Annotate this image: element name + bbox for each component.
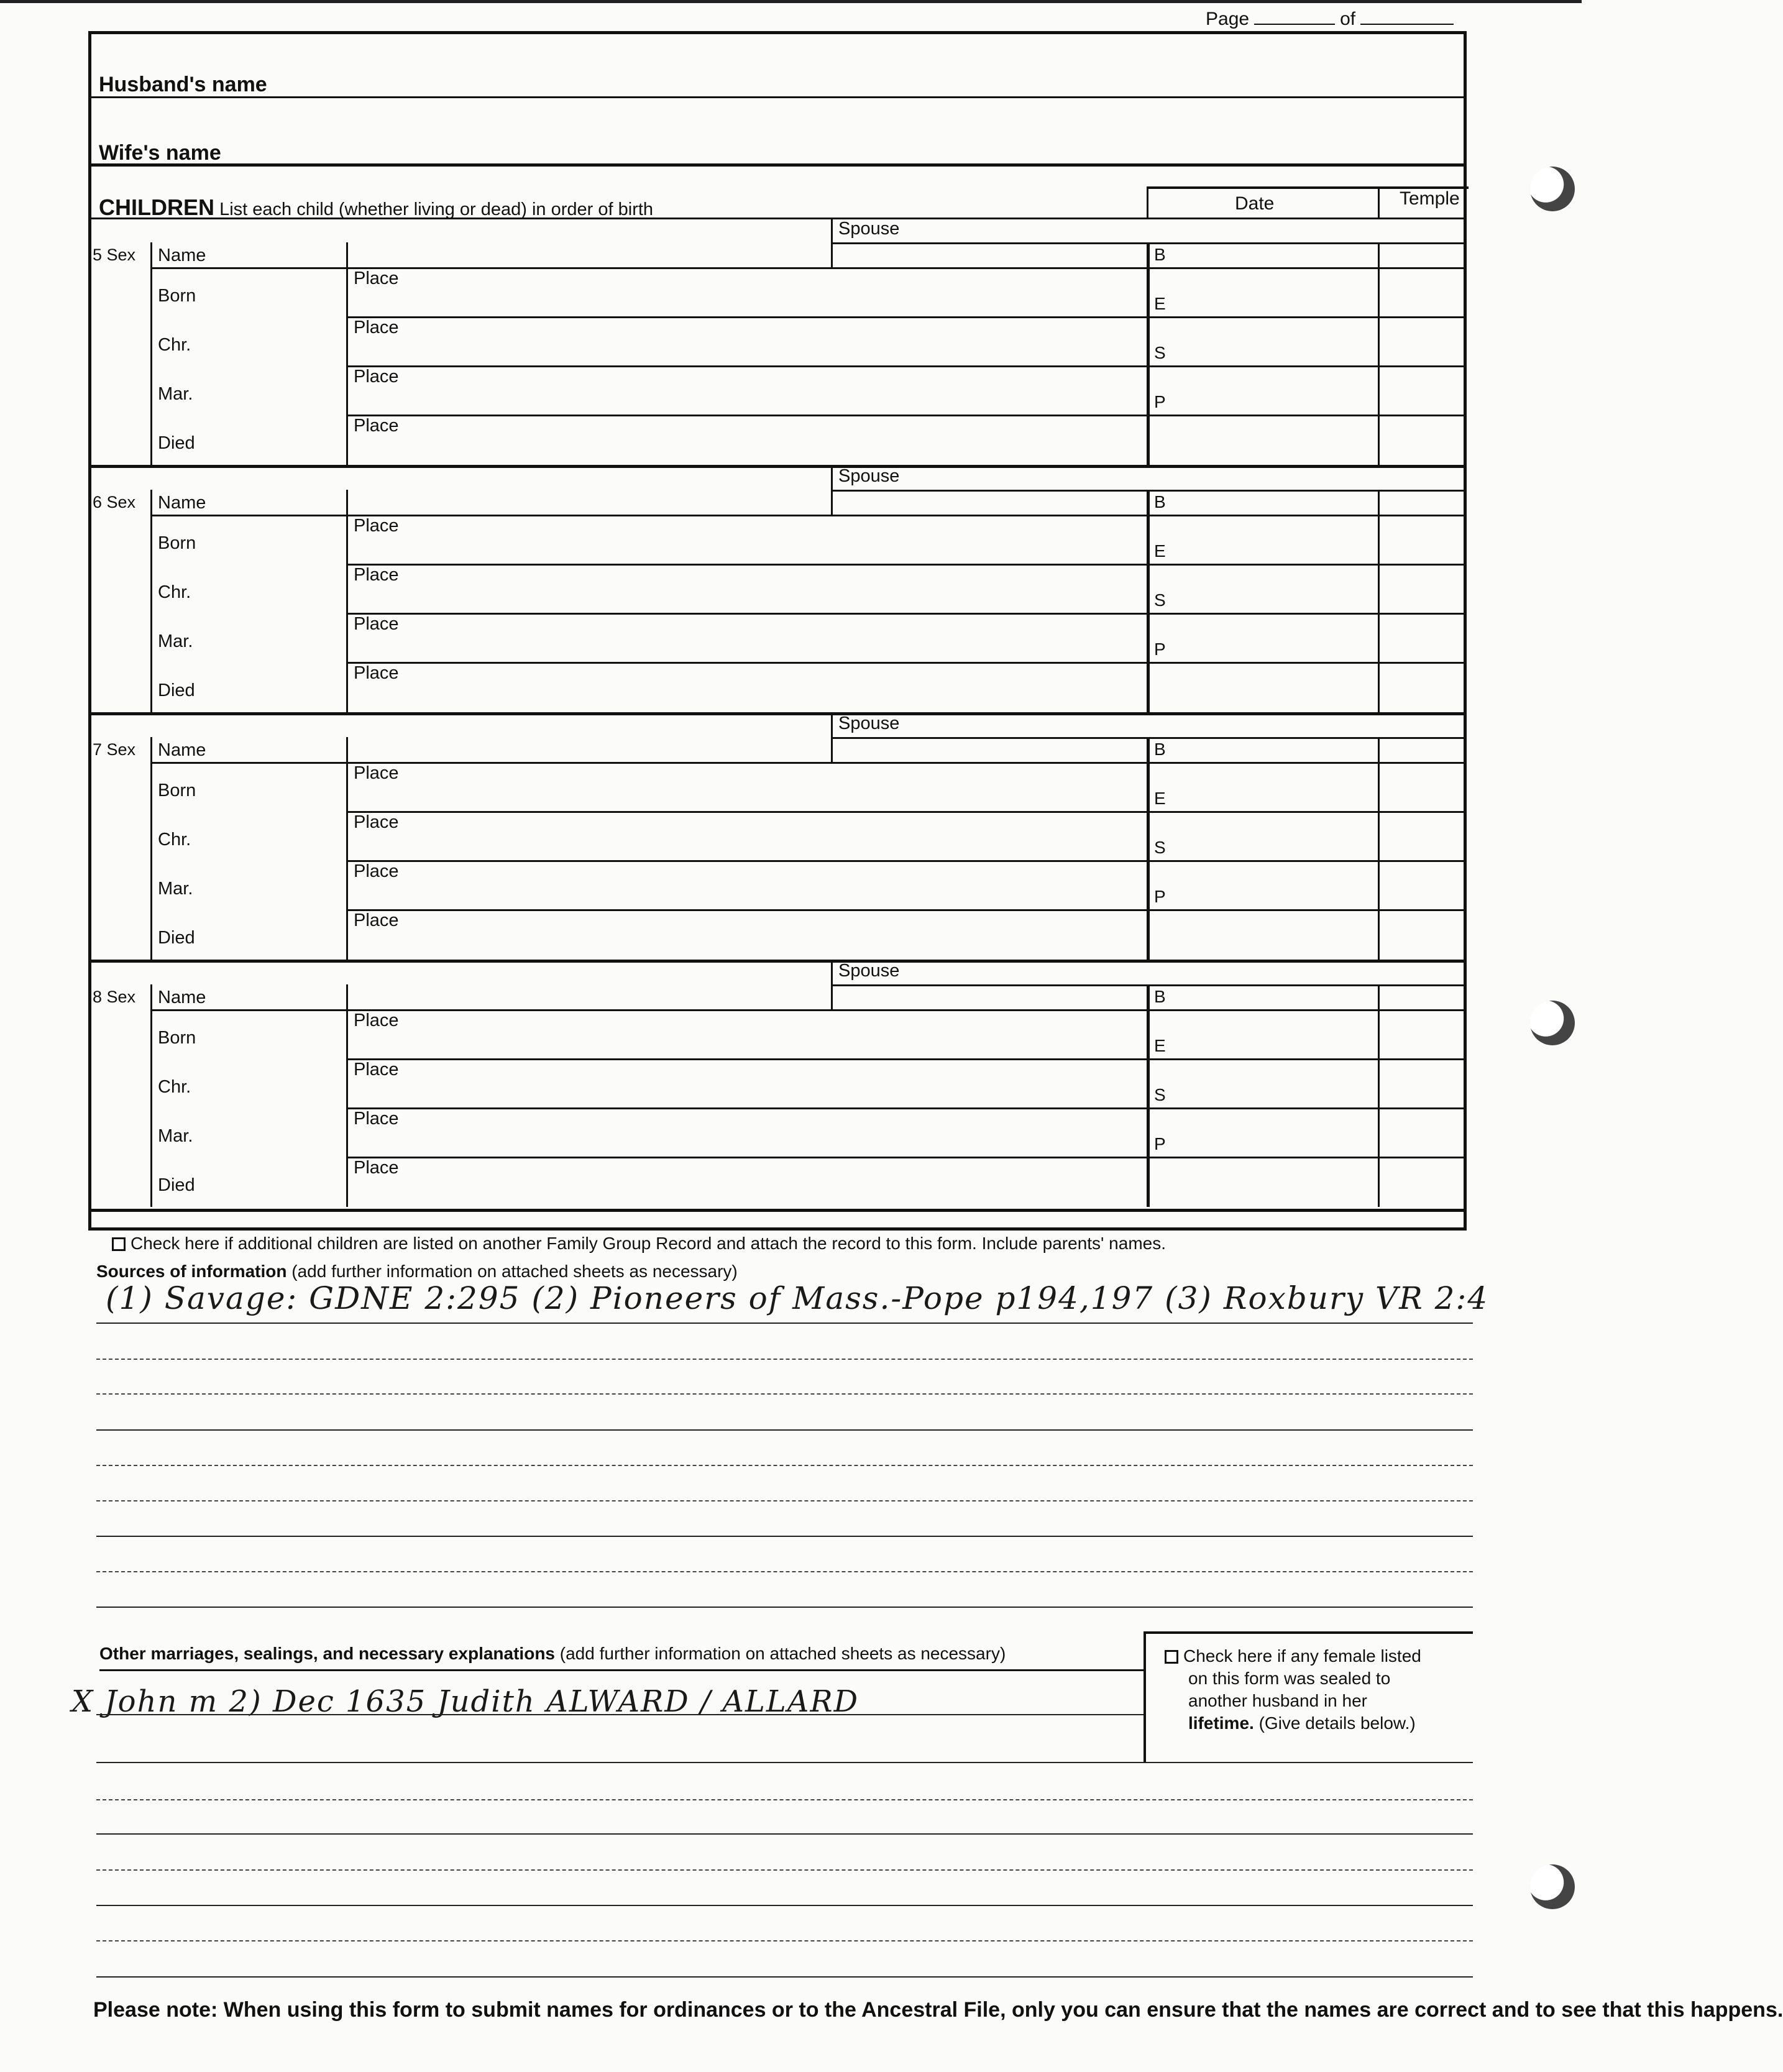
other-marriages-title: Other marriages, sealings, and necessary explanations <box>99 1644 555 1663</box>
divider <box>346 1058 1464 1060</box>
divider <box>346 415 1464 416</box>
child-record <box>91 465 1464 712</box>
event-label[interactable]: Chr. <box>158 582 191 602</box>
binder-hole-icon <box>1530 1864 1575 1909</box>
place-label[interactable]: Place <box>354 861 399 881</box>
ordinance-letter: P <box>1154 639 1166 659</box>
divider <box>150 490 152 712</box>
other-marriages-rule <box>99 1669 1144 1671</box>
ordinance-letter: P <box>1154 887 1166 906</box>
place-label[interactable]: Place <box>354 812 399 832</box>
event-label[interactable]: Chr. <box>158 830 191 850</box>
event-label[interactable]: Born <box>158 781 196 800</box>
page-label: Page <box>1206 9 1250 29</box>
divider <box>346 662 1464 664</box>
ordinance-letter: E <box>1154 1036 1166 1055</box>
place-label[interactable]: Place <box>354 1109 399 1129</box>
divider <box>1147 984 1150 1207</box>
female-line-4: (Give details below.) <box>1258 1713 1416 1733</box>
divider <box>1147 737 1150 960</box>
other-marriages-line[interactable] <box>96 1905 1473 1906</box>
sources-line[interactable] <box>96 1429 1473 1431</box>
wifes-name-label: Wife's name <box>99 141 221 165</box>
divider <box>346 365 1464 367</box>
place-label[interactable]: Place <box>354 763 399 783</box>
child-name-label[interactable]: Name <box>158 740 206 760</box>
child-name-label[interactable]: Name <box>158 493 206 513</box>
other-marriages-line[interactable] <box>96 1799 1473 1800</box>
sources-line[interactable] <box>96 1500 1473 1501</box>
divider <box>1378 490 1380 712</box>
divider <box>346 613 1464 615</box>
ordinance-letter: S <box>1154 838 1166 857</box>
female-sealed-box <box>1144 1631 1473 1762</box>
other-marriages-heading <box>99 1644 1006 1664</box>
event-label[interactable]: Mar. <box>158 1126 193 1146</box>
place-label[interactable]: Place <box>354 367 399 387</box>
female-line-2: on this form was sealed to <box>1188 1669 1391 1688</box>
spouse-label: Spouse <box>838 961 900 981</box>
place-label[interactable]: Place <box>354 663 399 683</box>
divider <box>346 860 1464 862</box>
child-number-sex: 7 Sex <box>93 740 136 759</box>
female-line-1: Check here if any female listed <box>1183 1646 1421 1666</box>
divider <box>1147 490 1150 712</box>
place-label[interactable]: Place <box>354 614 399 634</box>
child-number-sex: 5 Sex <box>93 245 136 264</box>
sources-line[interactable] <box>96 1465 1473 1466</box>
divider <box>150 984 152 1207</box>
female-line-4-bold: lifetime. <box>1188 1713 1254 1733</box>
additional-children-text: Check here if additional children are listed on another Family Group Record and attach the record to this form. Include parents' names. <box>131 1234 1166 1253</box>
child-name-label[interactable]: Name <box>158 988 206 1007</box>
ordinance-letter: P <box>1154 1134 1166 1153</box>
event-label[interactable]: Died <box>158 681 195 700</box>
place-label[interactable]: Place <box>354 516 399 536</box>
divider <box>346 316 1464 318</box>
place-label[interactable]: Place <box>354 318 399 337</box>
event-label[interactable]: Born <box>158 286 196 306</box>
divider <box>346 984 348 1207</box>
additional-children-check[interactable] <box>112 1234 1166 1254</box>
divider <box>1378 984 1380 1207</box>
child-record <box>91 218 1464 465</box>
sources-instruction: (add further information on attached sheets as necessary) <box>291 1262 738 1281</box>
divider <box>91 1209 1464 1212</box>
temple-header: Temple <box>1400 188 1460 209</box>
other-marriages-instruction: (add further information on attached sheets as necessary) <box>559 1644 1006 1663</box>
event-label[interactable]: Born <box>158 1028 196 1048</box>
ordinance-letter: E <box>1154 294 1166 313</box>
child-name-label[interactable]: Name <box>158 245 206 265</box>
other-marriages-handwriting[interactable]: X John m 2) Dec 1635 Judith ALWARD / ALLARD <box>71 1684 859 1719</box>
child-number-sex: 8 Sex <box>93 988 136 1006</box>
place-label[interactable]: Place <box>354 416 399 436</box>
place-label[interactable]: Place <box>354 268 399 288</box>
divider <box>346 737 348 960</box>
page-total-field[interactable] <box>1360 24 1454 25</box>
divider <box>346 490 348 712</box>
divider <box>91 163 1464 167</box>
event-label[interactable]: Died <box>158 928 195 948</box>
binder-hole-icon <box>1530 167 1575 211</box>
female-line-3: another husband in her <box>1188 1691 1367 1710</box>
place-label[interactable]: Place <box>354 910 399 930</box>
top-edge-line <box>0 0 1582 3</box>
sources-heading <box>96 1262 738 1281</box>
ordinance-letter: P <box>1154 392 1166 411</box>
divider <box>346 1157 1464 1158</box>
bottom-note: Please note: When using this form to submit names for ordinances or to the Ancestral File, only you can ensure that the names are correct and to see that this happens. <box>93 1998 1783 2022</box>
divider <box>150 737 152 960</box>
ordinance-letter: E <box>1154 541 1166 561</box>
husbands-name-label: Husband's name <box>99 73 267 96</box>
event-label[interactable]: Mar. <box>158 631 193 651</box>
sources-line[interactable] <box>96 1359 1473 1360</box>
event-label[interactable]: Born <box>158 533 196 553</box>
children-instruction: List each child (whether living or dead) in order of birth <box>219 199 654 219</box>
divider <box>346 811 1464 813</box>
family-group-form <box>88 31 1467 1231</box>
ordinance-letter: E <box>1154 789 1166 808</box>
event-label[interactable]: Died <box>158 1175 195 1195</box>
sources-line[interactable] <box>96 1323 1473 1324</box>
other-marriages-line[interactable] <box>96 1762 1473 1763</box>
of-label: of <box>1340 9 1356 29</box>
spouse-label: Spouse <box>838 713 900 733</box>
event-label[interactable]: Chr. <box>158 335 191 355</box>
sources-line[interactable] <box>96 1607 1473 1608</box>
place-label[interactable]: Place <box>354 1060 399 1080</box>
page-number-field[interactable] <box>1254 24 1335 25</box>
other-marriages-line[interactable] <box>96 1869 1473 1871</box>
divider <box>150 242 152 465</box>
child-number-sex: 6 Sex <box>93 493 136 511</box>
ordinance-letter: B <box>1154 492 1166 511</box>
place-label[interactable]: Place <box>354 1158 399 1178</box>
children-label: CHILDREN <box>99 195 214 220</box>
divider <box>346 242 348 465</box>
ordinance-letter: B <box>1154 245 1166 264</box>
child-record <box>91 712 1464 960</box>
other-marriages-line[interactable] <box>96 1833 1473 1835</box>
spouse-label: Spouse <box>838 466 900 486</box>
sources-line[interactable] <box>96 1571 1473 1572</box>
other-marriages-line[interactable] <box>96 1976 1473 1978</box>
ordinance-letter: S <box>1154 343 1166 362</box>
sources-line[interactable] <box>96 1393 1473 1395</box>
binder-hole-icon <box>1530 1001 1575 1045</box>
event-label[interactable]: Mar. <box>158 879 193 899</box>
checkbox-icon[interactable] <box>1165 1650 1178 1664</box>
children-heading <box>99 195 653 221</box>
date-header: Date <box>1235 193 1275 214</box>
ordinance-letter: S <box>1154 1085 1166 1104</box>
spouse-label: Spouse <box>838 219 900 239</box>
divider <box>1378 737 1380 960</box>
child-record <box>91 960 1464 1207</box>
divider <box>1147 242 1150 465</box>
place-label[interactable]: Place <box>354 565 399 585</box>
divider <box>91 96 1464 98</box>
checkbox-icon[interactable] <box>112 1237 126 1251</box>
event-label[interactable]: Chr. <box>158 1077 191 1097</box>
divider <box>346 909 1464 911</box>
divider <box>346 1107 1464 1109</box>
divider <box>1378 242 1380 465</box>
other-marriages-line[interactable] <box>96 1940 1473 1941</box>
divider <box>346 564 1464 566</box>
place-label[interactable]: Place <box>354 1011 399 1030</box>
ordinance-letter: B <box>1154 987 1166 1006</box>
sources-line[interactable] <box>96 1536 1473 1537</box>
divider <box>1147 186 1148 218</box>
sources-title: Sources of information <box>96 1262 287 1281</box>
event-label[interactable]: Died <box>158 433 195 453</box>
sources-handwriting[interactable]: (1) Savage: GDNE 2:295 (2) Pioneers of Mass.-Pope p194,197 (3) Roxbury VR 2:4 <box>106 1280 1489 1316</box>
ordinance-letter: S <box>1154 590 1166 610</box>
ordinance-letter: B <box>1154 740 1166 759</box>
divider <box>1378 186 1380 218</box>
female-sealed-text[interactable] <box>1165 1645 1421 1735</box>
event-label[interactable]: Mar. <box>158 384 193 404</box>
other-marriages-line[interactable] <box>96 1714 1144 1715</box>
page-number <box>1206 9 1454 30</box>
